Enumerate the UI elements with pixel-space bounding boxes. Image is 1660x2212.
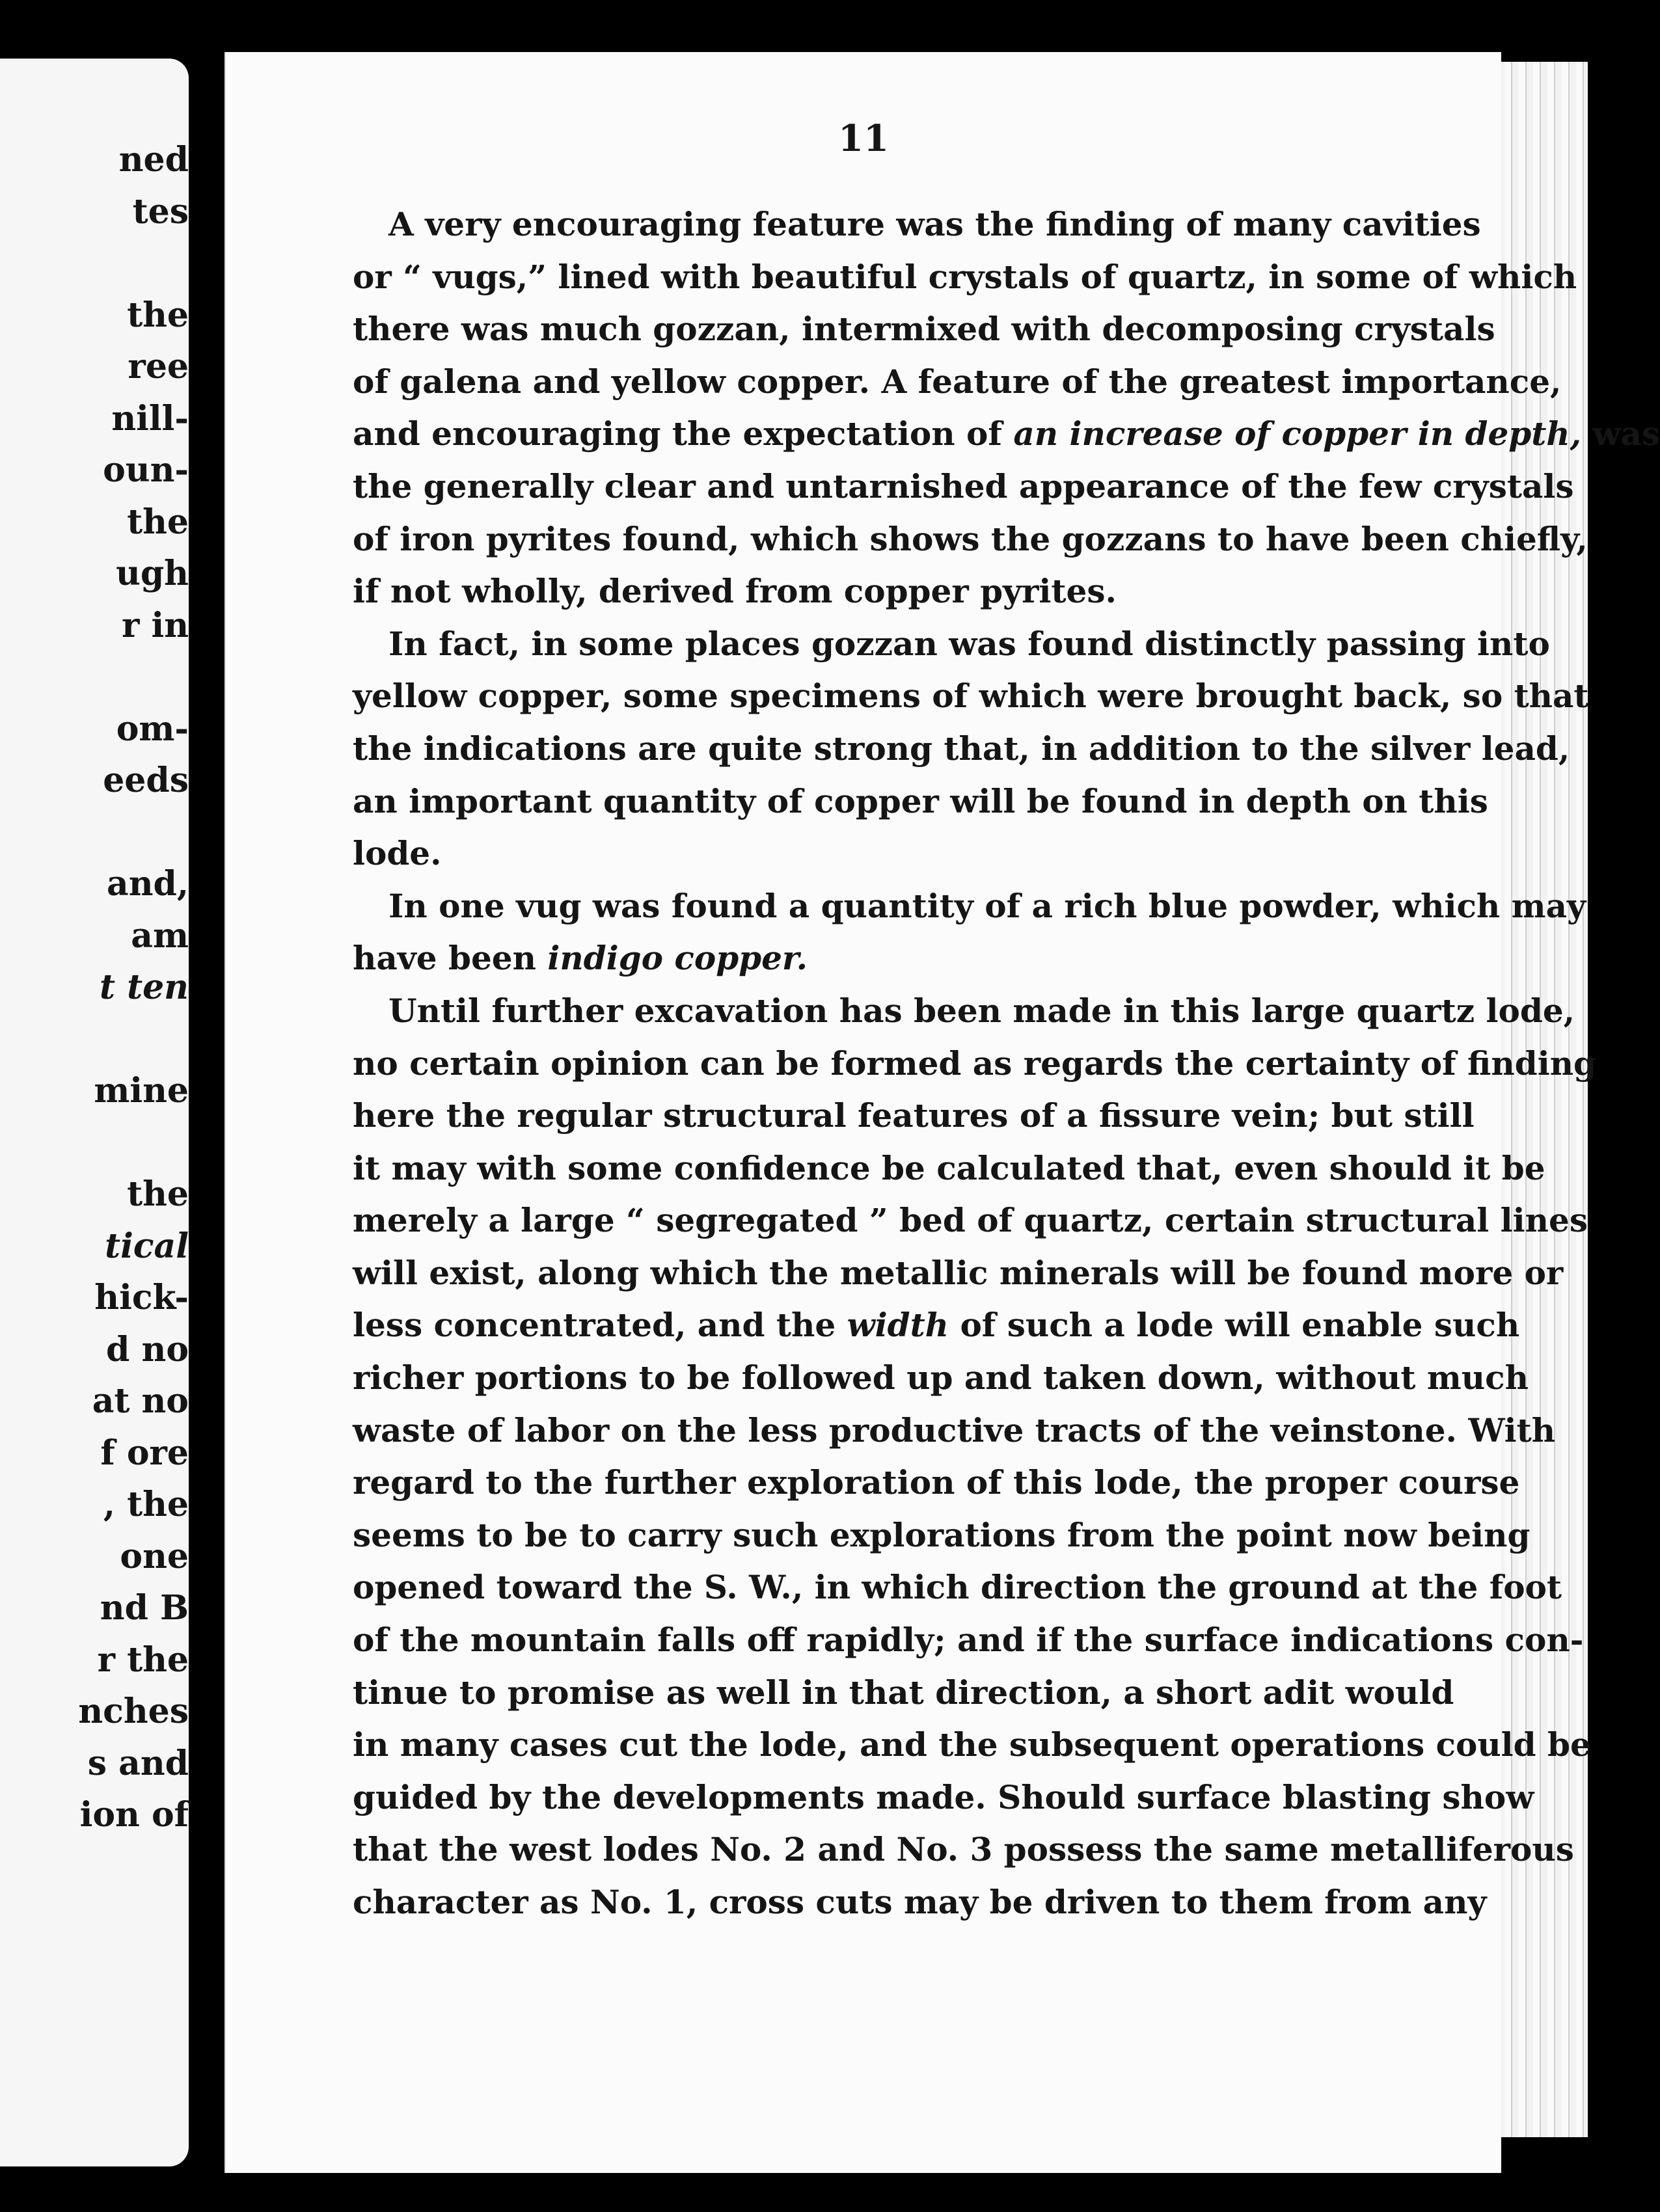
paragraph	[353, 618, 1589, 880]
italic-run: indigo copper.	[547, 939, 808, 978]
facing-page-line: r in	[121, 605, 189, 645]
facing-page-line: nill-	[111, 398, 189, 438]
book-page	[225, 52, 1660, 2173]
facing-page-line: am	[131, 915, 189, 956]
text-line	[353, 1352, 1529, 1405]
text-line	[353, 356, 1562, 409]
text-line	[353, 828, 1419, 880]
text-run: character as No. 1, cross cuts may be driven to them from any	[353, 1883, 1487, 1921]
text-line	[353, 1667, 1454, 1720]
text-line	[353, 461, 1574, 513]
text-line	[353, 1561, 1562, 1614]
text-run: richer portions to be followed up and taken down, without much	[353, 1358, 1529, 1397]
text-line	[353, 565, 1419, 618]
facing-page-line: the	[127, 295, 189, 335]
text-line	[353, 723, 1570, 776]
text-line	[353, 1876, 1487, 1929]
text-run: of iron pyrites found, which shows the gozzans to have been chiefly,	[353, 519, 1588, 558]
text-run: waste of labor on the less productive tracts of the veinstone. With	[353, 1410, 1556, 1450]
facing-page-line: and,	[107, 864, 189, 904]
facing-page-line: om-	[116, 708, 189, 749]
text-run: here the regular structural features of a fissure vein; but still	[353, 1096, 1475, 1135]
text-line	[353, 1090, 1475, 1142]
facing-page-line: f ore	[100, 1433, 189, 1473]
facing-page-line: tical	[105, 1226, 189, 1266]
text-run: of galena and yellow copper. A feature of the greatest importance,	[353, 362, 1562, 401]
text-line	[353, 1824, 1574, 1876]
text-line	[353, 251, 1577, 304]
text-run: the generally clear and untarnished appearance of the few crystals	[353, 466, 1574, 506]
text-line	[353, 1405, 1556, 1457]
page-number: 11	[838, 117, 889, 160]
text-line	[353, 670, 1589, 723]
facing-page-line: eeds	[103, 761, 189, 800]
text-run: A very encouraging feature was the finding of many cavities	[388, 205, 1481, 243]
facing-page-line: nd B	[100, 1588, 189, 1628]
text-run: if not wholly, derived from copper pyrites.	[353, 572, 1117, 611]
text-run: guided by the developments made. Should surface blasting show	[353, 1777, 1534, 1816]
text-run: lode.	[353, 834, 442, 873]
text-line	[353, 776, 1488, 828]
text-run: will exist, along which the metallic minerals will be found more or	[353, 1253, 1564, 1292]
facing-page-line: ugh	[116, 554, 189, 593]
facing-page-line: the	[127, 1174, 189, 1214]
text-line	[353, 1457, 1520, 1509]
paragraph	[353, 880, 1586, 985]
text-line	[353, 932, 1419, 985]
paragraph	[353, 198, 1660, 618]
facing-page-line: one	[120, 1536, 189, 1576]
facing-page-fragment	[0, 59, 189, 2166]
text-run: no certain opinion can be formed as regards the certainty of finding	[353, 1044, 1597, 1083]
facing-page-line: ion of	[79, 1795, 189, 1835]
facing-page-line: at no	[92, 1381, 189, 1421]
facing-page-line: ned	[118, 140, 189, 180]
text-line	[353, 1142, 1545, 1195]
text-run: was	[1581, 414, 1660, 453]
text-line	[353, 1299, 1520, 1352]
text-line	[353, 985, 1575, 1038]
text-run: In one vug was found a quantity of a rich blue powder, which may	[388, 886, 1586, 925]
text-run: of such a lode will enable such	[949, 1306, 1520, 1345]
text-run: regard to the further exploration of this lode, the proper course	[353, 1463, 1520, 1502]
facing-page-line: d no	[106, 1329, 189, 1369]
text-line	[353, 618, 1550, 671]
facing-page-line: hick-	[94, 1278, 189, 1317]
text-run: opened toward the S. W., in which direction the ground at the foot	[353, 1568, 1562, 1607]
text-line	[353, 1614, 1584, 1667]
facing-page-line: , the	[103, 1485, 189, 1524]
facing-page-line: mine	[94, 1071, 189, 1111]
text-run: merely a large “ segregated ” bed of quartz, certain structural lines	[353, 1201, 1588, 1240]
text-line	[353, 408, 1660, 461]
text-run: have been	[353, 939, 548, 978]
text-run: and encouraging the expectation of	[353, 414, 1014, 453]
text-run: there was much gozzan, intermixed with decomposing crystals	[353, 310, 1495, 349]
text-line	[353, 513, 1588, 566]
facing-page-line: s and	[87, 1743, 189, 1783]
italic-run: width	[847, 1306, 949, 1345]
book-spine	[195, 52, 221, 2173]
text-run: seems to be to carry such explorations from the point now being	[353, 1515, 1531, 1554]
text-line	[353, 1509, 1531, 1562]
text-line	[353, 1194, 1588, 1247]
facing-page-line: nches	[78, 1692, 189, 1731]
text-line	[353, 1247, 1564, 1300]
text-line	[353, 1038, 1597, 1090]
text-run: it may with some confidence be calculated that, even should it be	[353, 1148, 1545, 1187]
body-text	[353, 198, 1660, 1929]
facing-page-line: the	[127, 502, 189, 542]
text-run: of the mountain falls off rapidly; and if the surface indications con-	[353, 1621, 1584, 1660]
text-line	[353, 198, 1481, 251]
facing-page-line: t ten	[99, 967, 189, 1007]
text-run: or “ vugs,” lined with beautiful crystals of quartz, in some of which	[353, 257, 1577, 296]
text-run: Until further excavation has been made in this large quartz lode,	[388, 991, 1575, 1030]
facing-page-line: ree	[128, 347, 189, 386]
facing-page-line: oun-	[103, 450, 189, 490]
text-run: the indications are quite strong that, in addition to the silver lead,	[353, 729, 1570, 768]
text-run: that the west lodes No. 2 and No. 3 possess the same metalliferous	[353, 1830, 1574, 1869]
text-line	[353, 303, 1495, 356]
text-run: an important quantity of copper will be found in depth on this	[353, 781, 1488, 820]
text-run: in many cases cut the lode, and the subsequent operations could be	[353, 1725, 1591, 1764]
text-line	[353, 1772, 1534, 1824]
text-run: yellow copper, some specimens of which were brought back, so that	[353, 677, 1589, 716]
facing-page-line: r the	[97, 1639, 189, 1680]
text-line	[353, 880, 1586, 933]
text-run: In fact, in some places gozzan was found distinctly passing into	[388, 624, 1550, 663]
paragraph	[353, 985, 1597, 1929]
facing-page-line: tes	[132, 191, 189, 232]
text-line	[353, 1719, 1591, 1772]
text-run: tinue to promise as well in that direction, a short adit would	[353, 1673, 1454, 1712]
italic-run: an increase of copper in depth,	[1013, 414, 1582, 453]
text-run: less concentrated, and the	[353, 1306, 847, 1345]
